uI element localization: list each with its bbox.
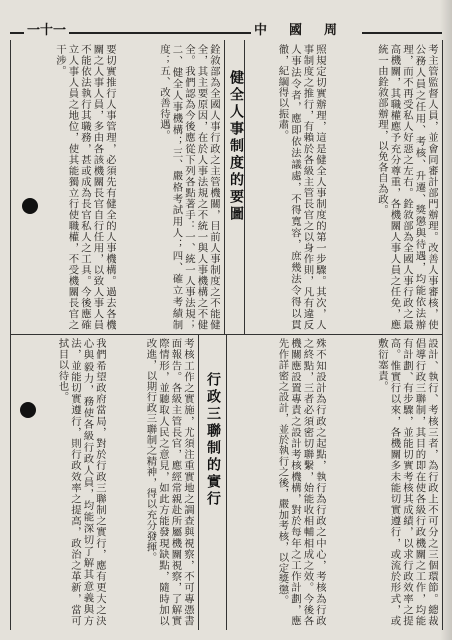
bottom-article-column-a: 設計、執行、考核三者，為行政上不可分之三個環節。總裁倡導行政三聯制，其目的即在使各級行政機關之工作，均能有計劃、有步驟，並能切實考核其成績，以求行政效率之提高。惟實行以來，各機關多未能切實遵行，或流於形式，或敷衍塞責。 — [376, 338, 438, 626]
top-article-title: 健全人事制度的要圖 — [228, 70, 244, 223]
top-title-rule-left — [224, 40, 225, 334]
left-border — [10, 40, 11, 630]
bottom-title-rule-right — [226, 334, 227, 630]
page-edge-shadow — [440, 0, 452, 640]
binding-hole-top — [22, 198, 38, 214]
page-header — [10, 22, 442, 40]
binding-hole-bottom — [20, 402, 36, 418]
bottom-article-column-d: 我們希望政府當局，對於行政三聯制之實行，應有更大之決心與毅力，務使各級行政人員，均能深切了解其意義與方法，並能切實遵行，則行政效率之提高，政治之革新，當可拭目以待也。 — [56, 338, 106, 626]
top-article-column-c: 銓敘部為全國人事行政之主管機關，目前人事制度之不能健全，其主要原因，在於人事法規之不統一與人事機構之不健全。我們認為今後應從下列各點著手：一、統一人事法規；二、健全人事機構；三、嚴格考試用人；四、確立考績制度；五、改善待遇。 — [158, 44, 220, 330]
top-article-column-a: 考主管監督人員，並會同審計部門辦理。改善人事審核，使公務人員之任用、考核、升遷、獎懲與待遇，均能依法辦理，而不再受私人好惡之左右。銓敘部為全國人事行政之最高機關，其職權應予充分尊重，各機關人事人員之任免，應統一由銓敘部辦理，以免各自為政。 — [376, 44, 438, 330]
header-rule — [10, 32, 442, 34]
bottom-article-title: 行政三聯制的實行 — [205, 372, 221, 508]
page-number: 一十一 — [24, 22, 69, 40]
bottom-title-rule-left — [198, 334, 199, 630]
bottom-article-column-b: 殊不知設計為行政之起點，執行為行政之中心，考核為行政之終點，三者必須密切聯繫，始能收相輔相成之效。今後各機關應設置專責之設計考核機構，對於每年之工作計劃，應先作詳密之設計，並於執行之後，嚴加考核，以定獎懲。 — [276, 338, 326, 626]
top-article-column-b: 照規定切實辦理，這是健全人事制度的第一步驟。其次，人事制度之推行，有賴於各級主管長官之以身作則，凡有違反人事法令者，應即依法議處，不得寬容，庶幾法令得以貫徹，紀綱得以振肅。 — [276, 44, 326, 330]
bottom-article-column-c: 考核工作之實施，尤須注重實地之調查與視察，不可專憑書面報告。各級主管長官，應經常親赴所屬機關視察，了解實際情形，並聽取人民之意見，如此方能發現缺點，隨時加以改進，以期行政三聯制之精神，得以充分發揮。 — [144, 338, 194, 626]
top-title-rule-right — [244, 40, 245, 334]
publication-name: 中國周 — [251, 22, 362, 40]
top-article-column-d: 要切實推行人事管理，必須先有健全的人事機構。過去各機關之人事人員，多由各該機關長官自行任用，以致人事人員不能依法執行其職務，甚或成為長官私人之工具。今後應確立人事人員之地位，使其能獨立行使職權，不受機關長官之干涉。 — [54, 44, 116, 330]
